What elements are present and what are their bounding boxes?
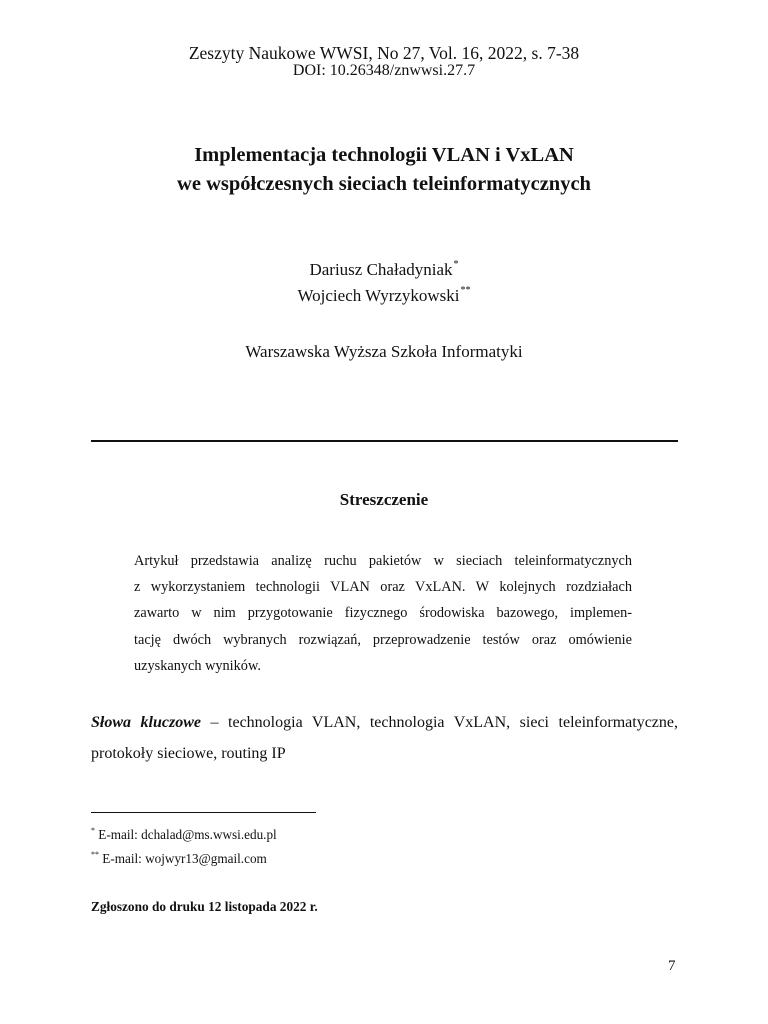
abstract-heading: Streszczenie [339,490,429,509]
author-footnote-mark: ** [460,285,471,296]
author-name: Wojciech Wyrzykowski [297,286,460,305]
abstract-line: tację dwóch wybranych rozwiązań, przeprowadzenie testów oraz omówienie [134,631,632,648]
paper-title-line-2: we współczesnych sieciach teleinformatycznych [177,173,591,195]
keywords [91,707,678,769]
paper-title-line-1: Implementacja technologii VLAN i VxLAN [194,144,574,166]
abstract-line: Artykuł przedstawia analizę ruchu pakietów w sieciach teleinformatycznych [134,553,632,569]
footnote-1 [91,826,277,844]
footnote-mark: ** [91,850,99,859]
submission-date: Zgłoszono do druku 12 listopada 2022 r. [91,899,318,914]
author-footnote-mark: * [453,259,459,270]
author-name: Dariusz Chaładyniak [309,260,453,279]
footnote-mark: * [91,826,95,835]
footnote-text: E-mail: wojwyr13@gmail.com [99,851,267,866]
footnote-2 [91,850,267,868]
keywords-list: technologia VLAN, technologia VxLAN, sieci teleinformatyczne, [228,714,679,731]
journal-citation: Zeszyty Naukowe WWSI, No 27, Vol. 16, 2022, s. 7-38 [188,43,580,63]
keywords-line-2: protokoły sieciowe, routing IP [91,745,286,762]
footnote-text: E-mail: dchalad@ms.wwsi.edu.pl [95,827,277,842]
abstract-line: uzyskanych wyników. [134,657,261,674]
keywords-separator: – [200,714,229,731]
footnote-divider [91,812,316,813]
author-2 [0,285,768,307]
abstract-line: zawarto w nim przygotowanie fizycznego środowiska bazowego, implemen- [134,605,632,622]
abstract-line: z wykorzystaniem technologii VLAN oraz VxLAN. W kolejnych rozdziałach [134,579,632,596]
page-number: 7 [668,958,676,974]
abstract-body [134,548,632,679]
keywords-label: Słowa kluczowe [91,714,201,731]
affiliation: Warszawska Wyższa Szkoła Informatyki [245,342,523,361]
doi: DOI: 10.26348/znwwsi.27.7 [292,62,476,79]
keywords-line-1 [91,707,678,738]
section-divider [91,440,678,442]
author-1 [0,259,768,281]
